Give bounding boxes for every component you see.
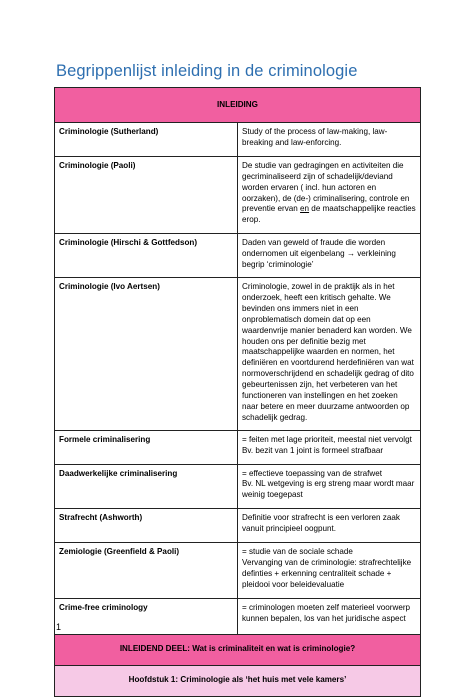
term-cell: Daadwerkelijke criminalisering xyxy=(55,464,238,509)
section-header: INLEIDING xyxy=(55,88,421,123)
table-row xyxy=(55,156,421,233)
definition-line: Bv. bezit van 1 joint is formeel strafbaar xyxy=(242,445,384,455)
terms-table xyxy=(54,87,421,697)
term-cell: Formele criminalisering xyxy=(55,430,238,464)
definition-cell xyxy=(238,234,421,278)
definition-cell xyxy=(238,123,421,157)
table-row xyxy=(55,430,421,464)
page-title: Begrippenlijst inleiding in de criminologie xyxy=(56,62,358,80)
definition-line: = effectieve toepassing van de strafwet xyxy=(242,468,383,478)
definition-text: De studie van gedragingen en activiteiten die gecriminaliseerd zijn of schadelijk/deviand worden ervaren ( incl. hun actoren en oorzaken), de (de-) criminalisering, controle en preventie ervan xyxy=(242,160,410,214)
definition-line: Bv. NL wetgeving is erg streng maar wordt maar weinig toegepast xyxy=(242,479,415,500)
table-row xyxy=(55,234,421,278)
underlined-word: en xyxy=(300,204,310,214)
table-row xyxy=(55,509,421,543)
definition-text: Daden van geweld of fraude die worden ondernomen uit eigenbelang → verkleining begrip ‘criminologie’ xyxy=(242,238,396,270)
term-cell: Criminologie (Sutherland) xyxy=(55,123,238,157)
definition-line: = feiten met lage prioriteit, meestal niet vervolgt xyxy=(242,434,412,444)
term-cell: Criminologie (Paoli) xyxy=(55,156,238,233)
definition-cell xyxy=(238,156,421,233)
definition-text: = criminologen moeten zelf materieel voorwerp kunnen bepalen, los van het juridische aspect xyxy=(242,602,411,623)
definition-text: Criminologie, zowel in de praktijk als in het onderzoek, heeft een kritisch gehalte. We bevinden ons immers niet in een onproblematisch domein dat op een waardenvrije manier benaderd kan worden. We houden ons per definitie bezig met maatschappelijke waarden en normen, het definiëren en voortdurend herdefiniëren van wat normoverschrijdend en schadelijk gedrag of dito gebeurtenissen zijn, het verbeteren van het functioneren van instellingen en het zoeken naar betere en meer duurzame antwoorden op schadelijk gedrag. xyxy=(242,281,414,422)
term-cell: Zemiologie (Greenfield & Paoli) xyxy=(55,543,238,599)
table-row xyxy=(55,598,421,634)
definition-cell xyxy=(238,430,421,464)
term-cell: Strafrecht (Ashworth) xyxy=(55,509,238,543)
section-banner-row xyxy=(55,634,421,665)
section-banner: INLEIDEND DEEL: Wat is criminaliteit en wat is criminologie? xyxy=(55,634,421,665)
table-row xyxy=(55,277,421,430)
definition-cell xyxy=(238,543,421,599)
table-row xyxy=(55,543,421,599)
page-number: 1 xyxy=(56,622,62,632)
definition-cell xyxy=(238,509,421,543)
definition-text: de maatschappelijke reacties erop. xyxy=(242,204,416,225)
section-header-row xyxy=(55,88,421,123)
term-cell: Crime-free criminology xyxy=(55,598,238,634)
definition-cell xyxy=(238,464,421,509)
chapter-banner: Hoofdstuk 1: Criminologie als ‘het huis met vele kamers’ xyxy=(55,665,421,696)
definition-text: Study of the process of law-making, law-breaking and law-enforcing. xyxy=(242,127,388,147)
definition-text: Definitie voor strafrecht is een verloren zaak vanuit principieel oogpunt. xyxy=(242,513,400,534)
definition-line: Vervanging van de criminologie: strafrechtelijke definties + erkenning centraliteit schade + pleidooi voor beleidevaluatie xyxy=(242,558,412,589)
definition-line: = studie van de sociale schade xyxy=(242,547,353,557)
term-cell: Criminologie (Hirschi & Gottfedson) xyxy=(55,234,238,278)
term-cell: Criminologie (Ivo Aertsen) xyxy=(55,277,238,430)
definition-cell xyxy=(238,277,421,430)
definition-cell xyxy=(238,598,421,634)
table-row xyxy=(55,464,421,509)
table-row xyxy=(55,123,421,157)
